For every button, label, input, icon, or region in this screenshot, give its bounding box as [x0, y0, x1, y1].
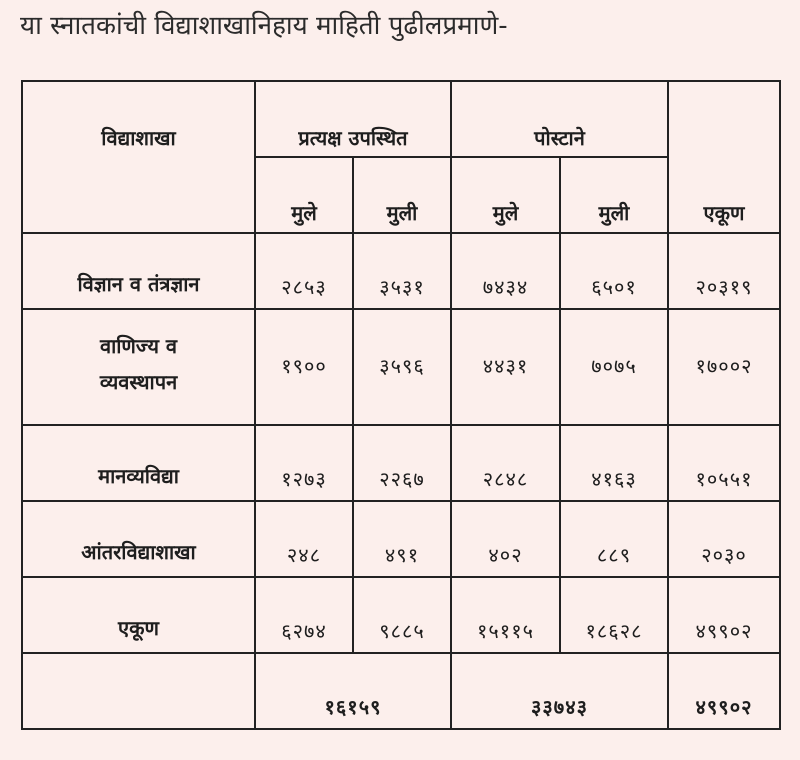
header-faculty: विद्याशाखा [22, 81, 255, 233]
cell-regular-boys: २४८ [255, 501, 353, 577]
header-regular: प्रत्यक्ष उपस्थित [255, 81, 451, 157]
cell-total: ४९९०२ [668, 577, 780, 653]
cell-regular-boys: २८५३ [255, 233, 353, 309]
cell-postal-boys: ४०२ [451, 501, 560, 577]
cell-regular-boys: १२७३ [255, 425, 353, 501]
row-label: एकूण [22, 577, 255, 653]
header-postal-boys: मुले [451, 157, 560, 233]
cell-regular-girls: ३५९६ [353, 309, 451, 425]
cell-regular-girls: ३५३१ [353, 233, 451, 309]
row-label-line2: व्यवस्थापन [99, 370, 178, 394]
header-regular-boys: मुले [255, 157, 353, 233]
table-row [22, 233, 780, 309]
cell-regular-girls: २२६७ [353, 425, 451, 501]
page-heading: या स्नातकांची विद्याशाखानिहाय माहिती पुढीलप्रमाणे- [20, 11, 508, 41]
cell-regular-girls: ९८८५ [353, 577, 451, 653]
cell-regular-girls: ४९१ [353, 501, 451, 577]
cell-postal-boys: २८४८ [451, 425, 560, 501]
row-label: आंतरविद्याशाखा [22, 501, 255, 577]
grand-total-row [22, 653, 780, 729]
cell-regular-boys: ६२७४ [255, 577, 353, 653]
header-row-top [22, 81, 780, 157]
cell-postal-boys: ७४३४ [451, 233, 560, 309]
faculty-graduates-table [21, 80, 781, 730]
header-postal-girls: मुली [560, 157, 668, 233]
grand-total-postal: ३३७४३ [451, 653, 668, 729]
row-label [22, 309, 255, 425]
header-postal: पोस्टाने [451, 81, 668, 157]
cell-total: १०५५१ [668, 425, 780, 501]
cell-regular-boys: १९०० [255, 309, 353, 425]
cell-total: १७००२ [668, 309, 780, 425]
cell-postal-boys: ४४३१ [451, 309, 560, 425]
row-label: विज्ञान व तंत्रज्ञान [22, 233, 255, 309]
header-total: एकूण [668, 81, 780, 233]
cell-postal-girls: ४१६३ [560, 425, 668, 501]
grand-total-regular: १६१५९ [255, 653, 451, 729]
table-row [22, 501, 780, 577]
grand-total-empty [22, 653, 255, 729]
cell-total: २०३० [668, 501, 780, 577]
cell-postal-girls: ६५०१ [560, 233, 668, 309]
cell-postal-girls: ८८९ [560, 501, 668, 577]
row-label-line1: वाणिज्य व [99, 334, 178, 358]
cell-postal-boys: १५११५ [451, 577, 560, 653]
row-label: मानव्यविद्या [22, 425, 255, 501]
cell-postal-girls: १८६२८ [560, 577, 668, 653]
table-row [22, 309, 780, 425]
cell-postal-girls: ७०७५ [560, 309, 668, 425]
table-row [22, 425, 780, 501]
cell-total: २०३१९ [668, 233, 780, 309]
grand-total-overall: ४९९०२ [668, 653, 780, 729]
header-regular-girls: मुली [353, 157, 451, 233]
table-row [22, 577, 780, 653]
